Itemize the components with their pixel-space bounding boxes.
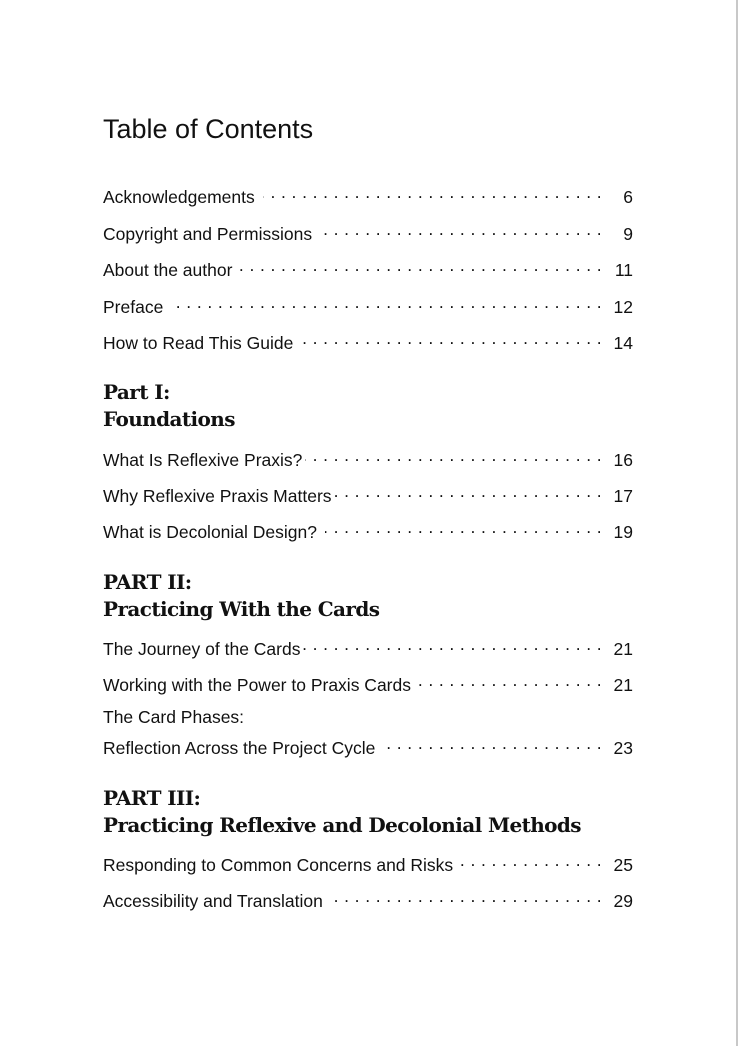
toc-entry-page: 25 [613, 855, 633, 875]
dot-leader [171, 291, 602, 313]
part-heading-number: PART II: [103, 570, 192, 594]
toc-entry-label: Accessibility and Translation [103, 891, 323, 911]
toc-entry-label: Acknowledgements [103, 187, 255, 207]
toc-entry-preface[interactable] [103, 291, 633, 317]
dot-leader [240, 254, 602, 276]
dot-leader [456, 849, 602, 871]
toc-entry-common-concerns[interactable] [103, 849, 633, 875]
toc-entry-why-reflexive-praxis-matters[interactable] [103, 480, 633, 506]
toc-entry-journey-of-cards[interactable] [103, 633, 633, 659]
toc-entry-page: 29 [613, 891, 633, 911]
dot-leader [301, 327, 602, 349]
toc-entry-page: 14 [613, 333, 633, 353]
toc-entry-page: 11 [614, 260, 633, 280]
part-heading-2 [103, 569, 379, 623]
toc-entry-label: What Is Reflexive Praxis? [103, 450, 303, 470]
toc-entry-label: How to Read This Guide [103, 333, 294, 353]
part-heading-number: Part I: [103, 380, 170, 404]
toc-entry-card-phases-line1: The Card Phases: [103, 707, 245, 727]
toc-entry-page: 9 [623, 224, 633, 244]
toc-entry-label: What is Decolonial Design? [103, 522, 317, 542]
toc-entry-copyright[interactable] [103, 218, 633, 244]
part-heading-1 [103, 379, 235, 433]
dot-leader [331, 885, 602, 907]
dot-leader [419, 669, 602, 691]
toc-entry-page: 6 [623, 187, 633, 207]
toc-entry-how-to-read[interactable] [103, 327, 633, 353]
toc-entry-label: Preface [103, 297, 164, 317]
dot-leader [263, 181, 602, 203]
part-heading-number: PART III: [103, 786, 201, 810]
toc-entry-about-author[interactable] [103, 254, 633, 280]
dot-leader [335, 480, 602, 502]
toc-entry-label: The Journey of the Cards [103, 639, 301, 659]
toc-entry-page: 19 [613, 522, 633, 542]
dot-leader [325, 516, 602, 538]
toc-entry-label: Working with the Power to Praxis Cards [103, 675, 411, 695]
toc-entry-acknowledgements[interactable] [103, 181, 633, 207]
toc-entry-label: Copyright and Permissions [103, 224, 313, 244]
toc-entry-page: 12 [613, 297, 633, 317]
part-heading-title: Foundations [103, 407, 235, 431]
toc-entry-page: 16 [613, 450, 633, 470]
toc-entry-card-phases[interactable] [103, 732, 633, 758]
toc-entry-what-is-decolonial-design[interactable] [103, 516, 633, 542]
toc-entry-label: Responding to Common Concerns and Risks [103, 855, 454, 875]
part-heading-3 [103, 785, 581, 839]
part-heading-title: Practicing Reflexive and Decolonial Methods [103, 813, 581, 837]
toc-entry-working-with-cards[interactable] [103, 669, 633, 695]
toc-entry-label: About the author [103, 260, 233, 280]
dot-leader [383, 732, 602, 754]
page-title: Table of Contents [103, 114, 314, 144]
toc-entry-page: 23 [613, 738, 633, 758]
toc-entry-page: 21 [613, 639, 633, 659]
dot-leader [320, 218, 602, 240]
dot-leader [305, 444, 602, 466]
toc-entry-what-is-reflexive-praxis[interactable] [103, 444, 633, 470]
toc-entry-page: 21 [613, 675, 633, 695]
toc-entry-page: 17 [613, 486, 633, 506]
toc-entry-label: Why Reflexive Praxis Matters [103, 486, 332, 506]
dot-leader [303, 633, 602, 655]
toc-entry-label: Reflection Across the Project Cycle [103, 738, 376, 758]
part-heading-title: Practicing With the Cards [103, 597, 380, 621]
toc-entry-accessibility-translation[interactable] [103, 885, 633, 911]
